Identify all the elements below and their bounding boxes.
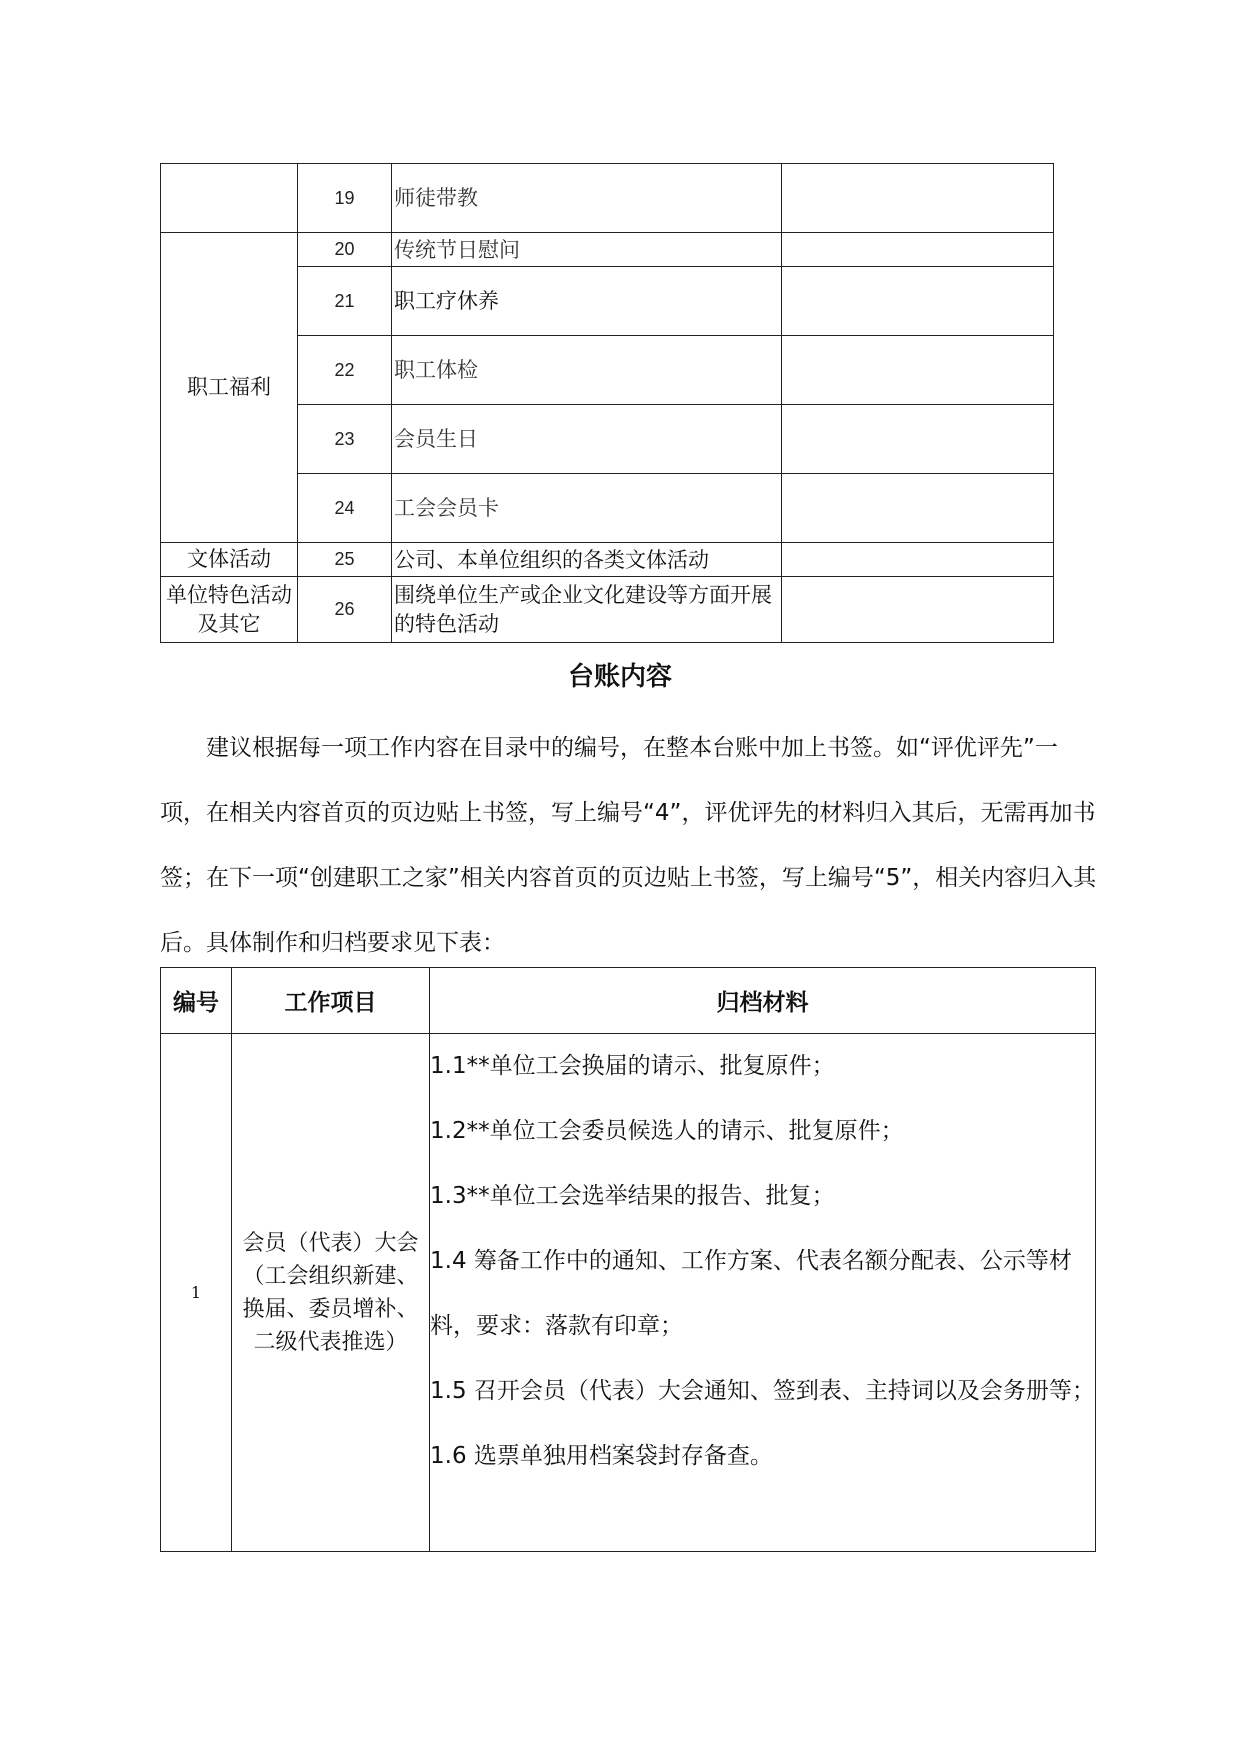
archive-number-cell: 1 <box>161 1034 232 1552</box>
archive-table <box>160 967 1096 1552</box>
material-item: 1.1**单位工会换届的请示、批复原件； <box>430 1053 835 1079</box>
catalog-item-cell: 职工疗休养 <box>392 267 782 336</box>
material-item: 1.2**单位工会委员候选人的请示、批复原件； <box>430 1118 904 1144</box>
catalog-category-cell: 职工福利 <box>161 233 298 543</box>
catalog-number-cell: 26 <box>298 577 392 643</box>
material-item: 1.4 筹备工作中的通知、工作方案、代表名额分配表、公示等材料，要求：落款有印章； <box>430 1248 1072 1339</box>
catalog-note-cell <box>782 474 1054 543</box>
catalog-number-cell: 23 <box>298 405 392 474</box>
catalog-note-cell <box>782 336 1054 405</box>
catalog-number-cell: 19 <box>298 164 392 233</box>
catalog-category-cell <box>161 164 298 233</box>
intro-paragraph: 建议根据每一项工作内容在目录中的编号，在整本台账中加上书签。如“评优评先”一项，在相关内容首页的页边贴上书签，写上编号“4”，评优评先的材料归入其后，无需再加书签；在下一项“创建职工之家”相关内容首页的页边贴上书签，写上编号“5”，相关内容归入其后。具体制作和归档要求见下表： <box>160 735 1097 956</box>
header-number: 编号 <box>161 968 232 1034</box>
catalog-item-cell: 会员生日 <box>392 405 782 474</box>
catalog-number-cell: 25 <box>298 543 392 577</box>
catalog-table <box>160 163 1054 643</box>
catalog-item-cell: 工会会员卡 <box>392 474 782 543</box>
catalog-category-cell: 文体活动 <box>161 543 298 577</box>
table-row <box>161 543 1054 577</box>
table-row <box>161 233 1054 267</box>
catalog-item-cell: 传统节日慰问 <box>392 233 782 267</box>
section-heading: 台账内容 <box>567 662 672 692</box>
material-item: 1.3**单位工会选举结果的报告、批复； <box>430 1183 835 1209</box>
catalog-category-cell: 单位特色活动及其它 <box>161 577 298 643</box>
catalog-note-cell <box>782 164 1054 233</box>
catalog-note-cell <box>782 577 1054 643</box>
catalog-number-cell: 24 <box>298 474 392 543</box>
table-header-row <box>161 968 1096 1034</box>
catalog-note-cell <box>782 267 1054 336</box>
archive-project-cell: 会员（代表）大会（工会组织新建、换届、委员增补、二级代表推选） <box>232 1034 430 1552</box>
catalog-note-cell <box>782 233 1054 267</box>
catalog-number-cell: 20 <box>298 233 392 267</box>
catalog-item-cell: 围绕单位生产或企业文化建设等方面开展的特色活动 <box>392 577 782 643</box>
material-item: 1.6 选票单独用档案袋封存备查。 <box>430 1443 773 1469</box>
catalog-item-cell: 公司、本单位组织的各类文体活动 <box>392 543 782 577</box>
table-row <box>161 164 1054 233</box>
catalog-item-cell: 职工体检 <box>392 336 782 405</box>
table-row <box>161 1034 1096 1552</box>
archive-materials-cell <box>430 1034 1096 1552</box>
catalog-note-cell <box>782 405 1054 474</box>
table-row <box>161 577 1054 643</box>
header-project: 工作项目 <box>232 968 430 1034</box>
catalog-item-cell: 师徒带教 <box>392 164 782 233</box>
material-item: 1.5 召开会员（代表）大会通知、签到表、主持词以及会务册等； <box>430 1378 1095 1404</box>
catalog-number-cell: 21 <box>298 267 392 336</box>
catalog-note-cell <box>782 543 1054 577</box>
header-materials: 归档材料 <box>430 968 1096 1034</box>
catalog-number-cell: 22 <box>298 336 392 405</box>
